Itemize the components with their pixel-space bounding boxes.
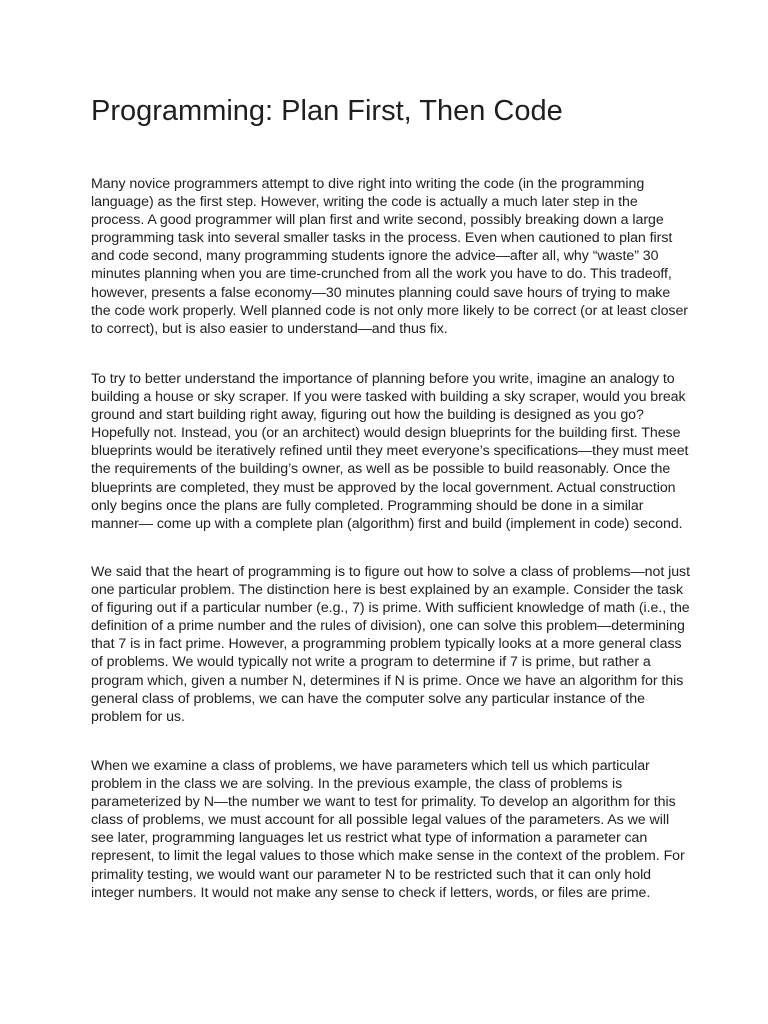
paragraph-3: We said that the heart of programming is to figure out how to solve a class of problems—not just one particular problem. The distinction here is best explained by an example. Consider the task of figuring out if a particular number (e.g., 7) is prime. With sufficient knowledge of math (i.e., the definition of a prime number and the rules of division), one can solve this problem—determining that 7 is in fact prime. However, a programming problem typically looks at a more general class of problems. We would typically not write a program to determine if 7 is prime, but rather a program which, given a number N, determines if N is prime. Once we have an algorithm for this general class of problems, we can have the computer solve any particular instance of the problem for us.: [91, 564, 690, 725]
page-title: Programming: Plan First, Then Code: [91, 95, 563, 127]
paragraph-4: When we examine a class of problems, we have parameters which tell us which particular problem in the class we are solving. In the previous example, the class of problems is parameterized by N—the number we want to test for primality. To develop an algorithm for this class of problems, we must account for all possible legal values of the parameters. As we will see later, programming languages let us restrict what type of information a parameter can represent, to limit the legal values to those which make sense in the context of the problem. For primality testing, we would want our parameter N to be restricted such that it can only hold integer numbers. It would not make any sense to check if letters, words, or files are prime.: [91, 758, 685, 901]
paragraph-2: To try to better understand the importance of planning before you write, imagine an analogy to building a house or sky scraper. If you were tasked with building a sky scraper, would you break ground and start building right away, figuring out how the building is designed as you go? Hopefully not. Instead, you (or an architect) would design blueprints for the building first. These blueprints would be iteratively refined until they meet everyone’s specifications—they must meet the requirements of the building’s owner, as well as be possible to build reasonably. Once the blueprints are completed, they must be approved by the local government. Actual construction only begins once the plans are fully completed. Programming should be done in a similar manner— come up with a complete plan (algorithm) first and build (implement in code) second.: [91, 371, 689, 532]
paragraph-1: Many novice programmers attempt to dive right into writing the code (in the programming language) as the first step. However, writing the code is actually a much later step in the process. A good programmer will plan first and write second, possibly breaking down a large programming task into several smaller tasks in the process. Even when cautioned to plan first and code second, many programming students ignore the advice—after all, why “waste” 30 minutes planning when you are time-crunched from all the work you have to do. This tradeoff, however, presents a false economy—30 minutes planning could save hours of trying to make the code work properly. Well planned code is not only more likely to be correct (or at least closer to correct), but is also easier to understand—and thus fix.: [91, 176, 688, 337]
